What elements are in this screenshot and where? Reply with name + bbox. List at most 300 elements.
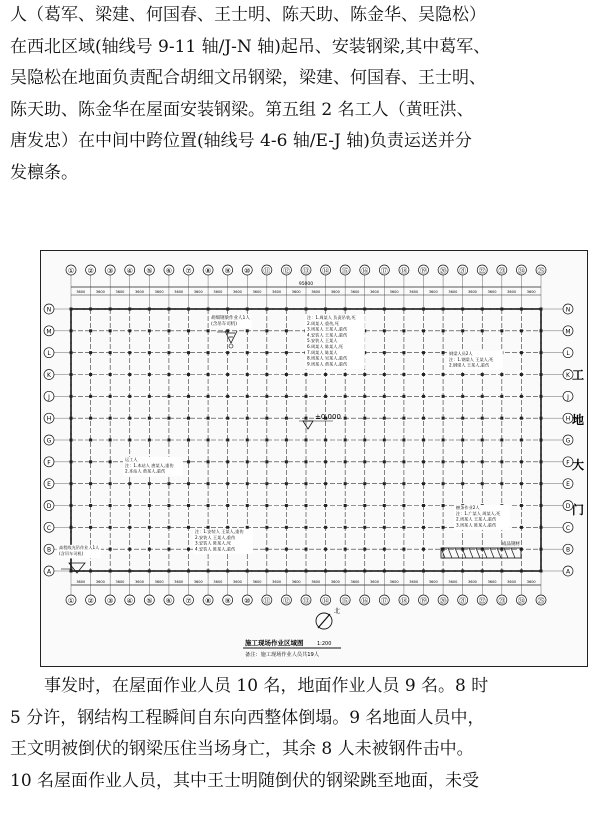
column-mark — [500, 395, 503, 398]
column-mark — [520, 351, 523, 354]
axis-number-top: ⑥ — [165, 267, 173, 275]
column-mark — [481, 373, 484, 376]
axis-letter-right: G — [565, 437, 571, 445]
column-mark — [285, 526, 288, 529]
column-mark — [383, 439, 386, 442]
column-mark — [128, 570, 131, 573]
axis-number-bottom: ⑲ — [420, 597, 427, 605]
column-mark — [109, 329, 112, 332]
column-mark — [402, 548, 405, 551]
axis-letter-left: B — [46, 546, 52, 554]
column-mark — [461, 373, 464, 376]
bay-dimension: 3600 — [232, 580, 242, 584]
column-mark — [207, 570, 210, 573]
column-mark — [402, 308, 405, 311]
column-mark — [109, 504, 112, 507]
gate-label-char: 大 — [571, 458, 585, 472]
column-mark — [363, 395, 366, 398]
axis-number-top: ① — [67, 267, 75, 275]
column-mark — [324, 570, 327, 573]
site-plan-drawing — [41, 251, 587, 666]
axis-number-top: ⑮ — [341, 267, 349, 275]
purlin-carry-label: 2.本站人 黄某人,重伤 — [125, 468, 166, 474]
column-mark — [265, 526, 268, 529]
column-mark — [89, 373, 92, 376]
column-mark — [344, 417, 347, 420]
bay-dimension: 3600 — [272, 290, 282, 294]
roof-team-label: 3.周某人 王某人,重伤 — [307, 326, 348, 332]
column-mark — [187, 395, 190, 398]
column-mark — [500, 373, 503, 376]
column-mark — [363, 373, 366, 376]
column-mark — [226, 417, 229, 420]
column-mark — [70, 351, 73, 354]
bay-dimension: 3600 — [448, 290, 458, 294]
column-mark — [207, 395, 210, 398]
bay-dimension: 3600 — [95, 580, 105, 584]
bay-dimension: 3600 — [428, 290, 438, 294]
column-mark — [305, 308, 308, 311]
column-mark — [148, 504, 151, 507]
column-mark — [402, 439, 405, 442]
elevation-label: ±0.000 — [315, 413, 341, 421]
column-mark — [89, 395, 92, 398]
column-mark — [363, 526, 366, 529]
axis-letter-left: N — [46, 306, 52, 314]
column-mark — [70, 504, 73, 507]
ground-crane-label: (含吊车司机) — [59, 550, 84, 556]
crane-symbol — [225, 331, 237, 343]
column-mark — [383, 504, 386, 507]
column-mark — [520, 417, 523, 420]
bay-dimension: 3600 — [252, 580, 262, 584]
axis-number-top: ④ — [126, 267, 133, 275]
paragraph-top — [10, 0, 594, 189]
text-line: 事发时，在屋面作业人员 10 名，地面作业人员 9 名。8 时 — [44, 676, 489, 696]
beam-team-label: 钢梁人员2人 — [449, 351, 473, 356]
column-mark — [285, 308, 288, 311]
column-mark — [285, 439, 288, 442]
column-mark — [481, 417, 484, 420]
bay-dimension: 3600 — [350, 580, 360, 584]
column-mark — [520, 373, 523, 376]
install-team-label: 注：1.安装人 王某人,重伤 — [195, 529, 244, 534]
axis-letter-left: M — [46, 328, 52, 336]
axis-number-bottom: ⑰ — [380, 597, 388, 605]
column-mark — [167, 395, 170, 398]
column-mark — [324, 373, 327, 376]
stack-hatch — [511, 548, 515, 558]
column-mark — [540, 373, 543, 376]
axis-number-bottom: ⑮ — [341, 597, 349, 605]
column-mark — [109, 439, 112, 442]
column-mark — [109, 460, 112, 463]
column-mark — [167, 504, 170, 507]
column-mark — [207, 439, 210, 442]
axis-letter-left: J — [48, 393, 50, 401]
column-mark — [500, 329, 503, 332]
crane-group-label: 胡细钢梁作业人1人 — [211, 316, 250, 321]
bay-dimension: 3600 — [272, 580, 282, 584]
column-mark — [442, 439, 445, 442]
column-mark — [305, 548, 308, 551]
column-mark — [70, 373, 73, 376]
column-mark — [246, 351, 249, 354]
axis-number-top: ⑩ — [244, 267, 251, 275]
bay-dimension: 3600 — [213, 290, 223, 294]
column-mark — [207, 351, 210, 354]
north-label: 北 — [334, 608, 341, 615]
column-mark — [226, 460, 229, 463]
column-mark — [500, 482, 503, 485]
column-mark — [383, 351, 386, 354]
bay-dimension: 3600 — [135, 290, 145, 294]
column-mark — [461, 308, 464, 311]
install-team-label: 2.安装人 王某人,重伤 — [195, 534, 236, 540]
roof-team-label: 8.周某人 吴某人,重伤 — [307, 355, 348, 361]
column-mark — [305, 439, 308, 442]
axis-number-bottom: ㉑ — [459, 597, 467, 605]
axis-number-bottom: ㉔ — [517, 597, 525, 605]
column-mark — [422, 351, 425, 354]
column-mark — [207, 417, 210, 420]
axis-number-bottom: ⑪ — [263, 597, 271, 605]
column-mark — [89, 439, 92, 442]
column-mark — [109, 570, 112, 573]
text-line: 唐发忠）在中间中跨位置(轴线号 4-6 轴/E-J 轴)负责运送并分 — [10, 131, 472, 151]
column-mark — [540, 482, 543, 485]
column-mark — [265, 460, 268, 463]
column-mark — [226, 439, 229, 442]
text-line: 陈天助、陈金华在屋面安装钢梁。第五组 2 名工人（黄旺洪、 — [10, 99, 474, 120]
stack-hatch — [504, 548, 508, 558]
column-mark — [540, 526, 543, 529]
stack-hatch — [469, 548, 473, 558]
column-mark — [265, 439, 268, 442]
column-mark — [461, 329, 464, 332]
column-mark — [167, 439, 170, 442]
column-mark — [305, 504, 308, 507]
column-mark — [187, 548, 190, 551]
column-mark — [402, 351, 405, 354]
bay-dimension: 3600 — [389, 290, 399, 294]
column-mark — [187, 460, 190, 463]
column-mark — [148, 526, 151, 529]
bay-dimension: 3600 — [389, 580, 399, 584]
column-mark — [305, 570, 308, 573]
roof-team-label: 9.周某人 黄某人,重伤 — [307, 361, 348, 367]
column-mark — [265, 417, 268, 420]
bay-dimension: 3600 — [311, 580, 321, 584]
purlin-team-label: 2.周某人 王某人,重伤 — [456, 516, 497, 522]
column-mark — [422, 395, 425, 398]
column-mark — [324, 308, 327, 311]
column-mark — [89, 329, 92, 332]
column-mark — [442, 482, 445, 485]
roof-team-label: 5.安装人 王某人 — [307, 338, 338, 344]
column-mark — [109, 373, 112, 376]
column-mark — [305, 482, 308, 485]
column-mark — [187, 329, 190, 332]
axis-number-bottom: ⑩ — [244, 597, 251, 605]
column-mark — [265, 504, 268, 507]
roof-team-label: 注：1.周某人 负责吊装,死 — [307, 315, 356, 320]
column-mark — [540, 548, 543, 551]
column-mark — [207, 482, 210, 485]
column-mark — [422, 504, 425, 507]
column-mark — [344, 308, 347, 311]
column-mark — [285, 570, 288, 573]
purlin-team-label: 注：1.广某人 周某人,死 — [456, 510, 501, 516]
column-mark — [363, 504, 366, 507]
bay-dimension: 3600 — [193, 580, 203, 584]
column-mark — [461, 482, 464, 485]
purlin-carry-label: 运工人 — [125, 457, 138, 462]
column-mark — [148, 351, 151, 354]
column-mark — [265, 329, 268, 332]
purlin-team-label: 檩条作业2人 — [456, 505, 480, 510]
column-mark — [363, 308, 366, 311]
text-line: 人（葛军、梁建、何国春、王士明、陈天助、陈金华、吴隐松） — [10, 5, 486, 25]
column-mark — [265, 351, 268, 354]
text-line: 吴隐松在地面负责配合胡细文吊钢梁，梁建、何国春、王士明、 — [10, 68, 486, 88]
stack-hatch — [490, 548, 494, 558]
axis-letter-right: A — [565, 568, 571, 576]
column-mark — [246, 373, 249, 376]
bay-dimension: 3600 — [507, 290, 517, 294]
column-mark — [148, 373, 151, 376]
bay-dimension: 3600 — [507, 580, 517, 584]
purlin-team-label: 3.周某人 陈某人,重伤 — [456, 522, 497, 528]
axis-letter-left: K — [47, 372, 51, 379]
stack-hatch — [455, 548, 459, 558]
text-line: 5 分许，钢结构工程瞬间自东向西整体倒塌。9 名地面人员中， — [10, 707, 485, 728]
column-mark — [363, 417, 366, 420]
column-mark — [540, 329, 543, 332]
bay-dimension: 3600 — [174, 580, 184, 584]
column-mark — [540, 570, 543, 573]
bay-dimension: 3600 — [213, 580, 223, 584]
beam-team-label: 2.钢梁人 王某人,重伤 — [449, 362, 490, 368]
column-mark — [344, 526, 347, 529]
column-mark — [128, 395, 131, 398]
column-mark — [344, 504, 347, 507]
roof-team-label: 4.安装人 王某人,重伤 — [307, 332, 348, 338]
column-mark — [128, 329, 131, 332]
column-mark — [167, 351, 170, 354]
axis-number-top: ⑰ — [380, 267, 388, 275]
column-mark — [402, 570, 405, 573]
column-mark — [422, 482, 425, 485]
axis-letter-right: B — [565, 546, 571, 554]
column-mark — [520, 460, 523, 463]
axis-number-top: ③ — [107, 267, 114, 275]
column-mark — [402, 460, 405, 463]
bay-dimension: 3600 — [135, 580, 145, 584]
column-mark — [109, 526, 112, 529]
column-mark — [363, 482, 366, 485]
column-mark — [109, 308, 112, 311]
column-mark — [187, 439, 190, 442]
column-mark — [148, 482, 151, 485]
column-mark — [265, 548, 268, 551]
column-mark — [344, 395, 347, 398]
text-line: 发檩条。 — [10, 162, 78, 183]
bay-dimension: 3600 — [448, 580, 458, 584]
column-mark — [540, 308, 543, 311]
column-mark — [187, 504, 190, 507]
column-mark — [402, 329, 405, 332]
bay-dimension: 3600 — [115, 290, 125, 294]
column-mark — [402, 526, 405, 529]
bay-dimension: 3600 — [330, 580, 340, 584]
axis-letter-left: H — [46, 415, 52, 423]
column-mark — [148, 548, 151, 551]
column-mark — [324, 548, 327, 551]
column-mark — [442, 373, 445, 376]
column-mark — [226, 351, 229, 354]
column-mark — [540, 439, 543, 442]
gate-label-char: 工 — [571, 368, 585, 382]
column-mark — [344, 373, 347, 376]
axis-letter-right: C — [565, 524, 571, 532]
column-mark — [344, 482, 347, 485]
bay-dimension: 3600 — [193, 290, 203, 294]
bay-dimension: 3600 — [232, 290, 242, 294]
column-mark — [383, 395, 386, 398]
column-mark — [265, 308, 268, 311]
column-mark — [500, 439, 503, 442]
bay-dimension: 3600 — [370, 290, 380, 294]
roof-team-label: 2.周某人 重伤,死 — [307, 320, 339, 326]
column-mark — [402, 482, 405, 485]
material-stack-label: 成品钢材 — [502, 542, 520, 547]
column-mark — [422, 417, 425, 420]
column-mark — [246, 329, 249, 332]
column-mark — [70, 417, 73, 420]
stack-hatch — [476, 548, 480, 558]
column-mark — [520, 482, 523, 485]
bay-dimension: 3600 — [330, 290, 340, 294]
column-mark — [167, 482, 170, 485]
axis-number-bottom: ⑨ — [224, 597, 231, 605]
column-mark — [442, 329, 445, 332]
column-mark — [187, 308, 190, 311]
column-mark — [128, 351, 131, 354]
column-mark — [246, 308, 249, 311]
column-mark — [383, 308, 386, 311]
column-mark — [167, 526, 170, 529]
axis-number-bottom: ⑬ — [302, 597, 310, 605]
column-mark — [305, 526, 308, 529]
column-mark — [109, 395, 112, 398]
column-mark — [89, 417, 92, 420]
column-mark — [363, 439, 366, 442]
column-mark — [226, 373, 229, 376]
column-mark — [167, 417, 170, 420]
column-mark — [540, 395, 543, 398]
column-mark — [344, 548, 347, 551]
column-mark — [70, 329, 73, 332]
column-mark — [383, 417, 386, 420]
column-mark — [422, 460, 425, 463]
axis-number-bottom: ⑯ — [361, 597, 369, 605]
column-mark — [285, 351, 288, 354]
bay-dimension: 3600 — [467, 290, 477, 294]
axis-number-top: ㉒ — [478, 267, 486, 275]
axis-letter-left: F — [47, 459, 51, 467]
bay-dimension: 3600 — [526, 290, 536, 294]
axis-number-bottom: ⑥ — [165, 597, 173, 605]
column-mark — [70, 439, 73, 442]
column-mark — [207, 373, 210, 376]
column-mark — [520, 526, 523, 529]
axis-number-top: ⑫ — [282, 267, 290, 275]
axis-number-top: ② — [87, 267, 94, 275]
column-mark — [70, 526, 73, 529]
column-mark — [70, 308, 73, 311]
column-mark — [305, 417, 308, 420]
bay-dimension: 3600 — [76, 580, 86, 584]
bay-dimension: 3600 — [252, 290, 262, 294]
column-mark — [128, 504, 131, 507]
axis-letter-right: N — [565, 306, 571, 314]
column-mark — [500, 570, 503, 573]
column-mark — [128, 482, 131, 485]
column-mark — [167, 548, 170, 551]
column-mark — [461, 439, 464, 442]
bay-dimension: 3600 — [174, 290, 184, 294]
column-mark — [402, 417, 405, 420]
column-mark — [383, 460, 386, 463]
column-mark — [246, 570, 249, 573]
column-mark — [285, 395, 288, 398]
column-mark — [461, 395, 464, 398]
axis-number-top: ⑭ — [322, 267, 330, 275]
axis-number-bottom: ⑦ — [185, 597, 192, 605]
column-mark — [167, 329, 170, 332]
column-mark — [305, 373, 308, 376]
axis-letter-right: D — [565, 503, 571, 510]
column-mark — [207, 504, 210, 507]
column-mark — [442, 504, 445, 507]
axis-number-top: ⑤ — [146, 267, 153, 275]
column-mark — [187, 373, 190, 376]
axis-number-top: ⑪ — [263, 267, 271, 275]
column-mark — [520, 329, 523, 332]
column-mark — [89, 570, 92, 573]
column-mark — [285, 504, 288, 507]
column-mark — [500, 308, 503, 311]
bay-dimension: 3600 — [487, 580, 497, 584]
axis-letter-left: A — [46, 568, 52, 576]
column-mark — [540, 417, 543, 420]
stack-hatch — [483, 548, 487, 558]
ground-crane-label: 高程线光吊作业人1人 — [59, 545, 100, 550]
roof-team-label: 6.周某人 陈某人,死 — [307, 344, 343, 349]
column-mark — [540, 460, 543, 463]
bay-dimension: 3600 — [350, 290, 360, 294]
column-mark — [226, 329, 229, 332]
column-mark — [226, 570, 229, 573]
bay-dimension: 3600 — [311, 290, 321, 294]
column-mark — [128, 526, 131, 529]
column-mark — [109, 351, 112, 354]
bay-dimension: 3600 — [115, 580, 125, 584]
axis-number-bottom: ㉒ — [478, 597, 486, 605]
column-mark — [187, 526, 190, 529]
install-team-label: 3.安装人 陈某人,死 — [195, 540, 231, 546]
